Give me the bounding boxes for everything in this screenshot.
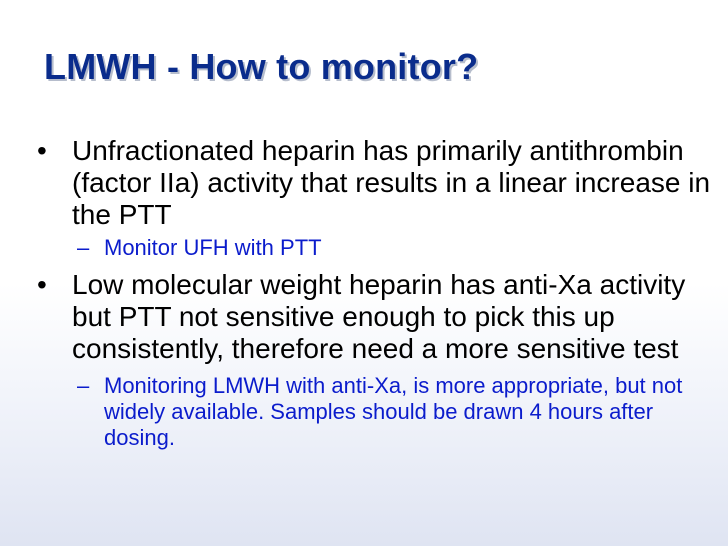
bullet-marker: •: [37, 135, 47, 166]
sub-bullet-text: Monitor UFH with PTT: [104, 235, 322, 260]
bullet-item: [34, 135, 724, 231]
slide-content: [34, 135, 724, 451]
bullet-text: Low molecular weight heparin has anti-Xa activity but PTT not sensitive enough to pick this up consistently, therefore need a more sensitive test: [72, 269, 686, 364]
sub-bullet-item: [34, 235, 724, 261]
sub-bullet-marker: –: [77, 373, 90, 398]
sub-bullet-item: [34, 373, 724, 451]
bullet-item: [34, 269, 724, 365]
sub-bullet-marker: –: [77, 235, 90, 260]
bullet-marker: •: [37, 269, 47, 300]
bullet-text: Unfractionated heparin has primarily antithrombin (factor IIa) activity that results in a linear increase in the PTT: [72, 135, 711, 230]
slide-title: LMWH - How to monitor?: [44, 46, 479, 87]
sub-bullet-text: Monitoring LMWH with anti-Xa, is more appropriate, but not widely available. Samples should be drawn 4 hours after dosing.: [104, 373, 683, 450]
